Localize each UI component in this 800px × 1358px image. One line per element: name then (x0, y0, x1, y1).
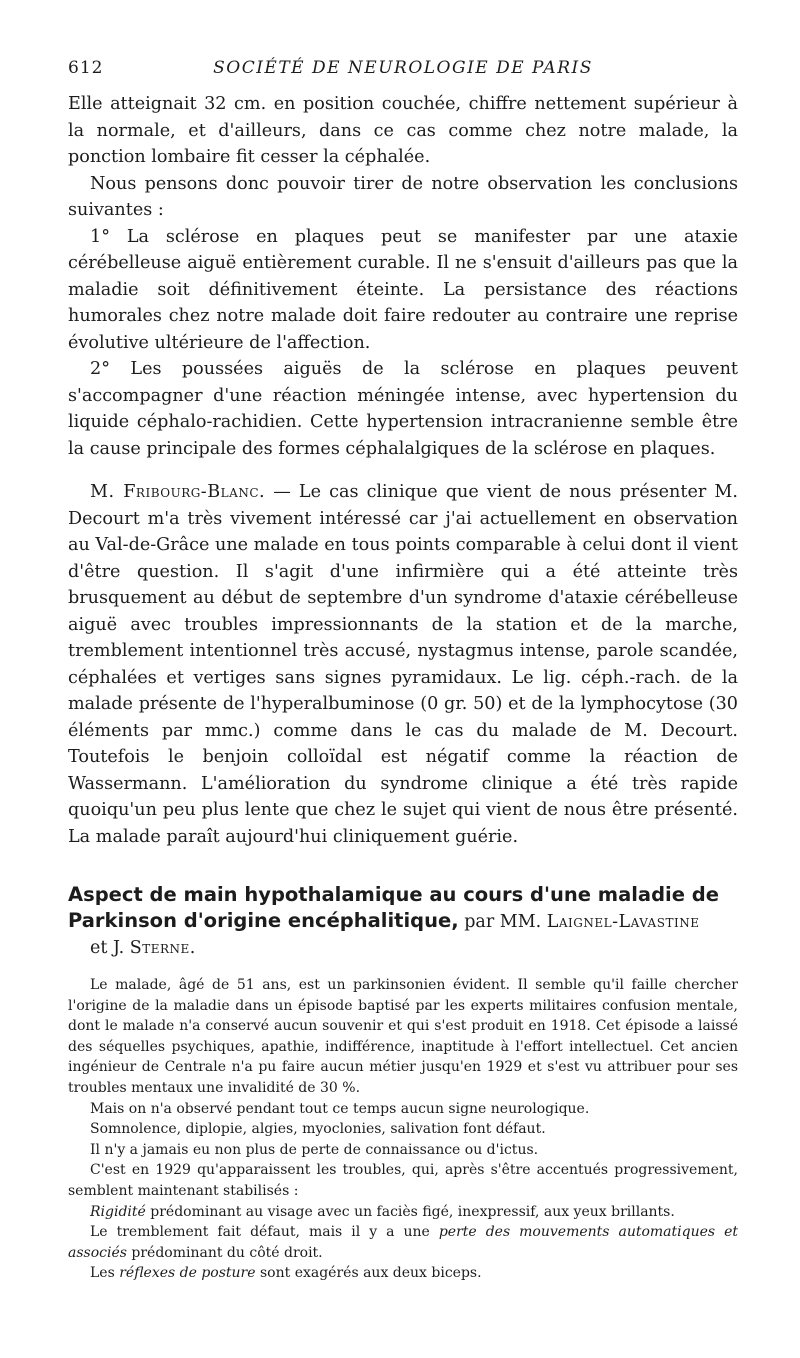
case-text: Le tremblement fait défaut, mais il y a une (90, 1224, 439, 1241)
article-title-text: Aspect de main hypothalamique au cours d'une maladie de Parkinson d'origine encéphalitique, (68, 883, 719, 932)
author-name: Laignel-Lavastine (546, 912, 700, 932)
emphasis: perte des mouvements automatiques et associés (68, 1224, 738, 1261)
article-by: par MM. (458, 912, 547, 932)
authors-line (68, 935, 738, 961)
discussion-paragraph (68, 479, 738, 850)
speaker-name: M. Fribourg-Blanc. (90, 482, 266, 502)
body-text (68, 91, 738, 1284)
case-text: sont exagérés aux deux biceps. (255, 1265, 482, 1282)
paragraph: Nous pensons donc pouvoir tirer de notre observation les conclusions suivantes : (68, 173, 738, 220)
case-text: prédominant au visage avec un faciès figé, inexpressif, aux yeux brillants. (145, 1203, 675, 1220)
case-paragraph: Mais on n'a observé pendant tout ce temps aucun signe neurologique. (90, 1100, 590, 1117)
case-paragraph: Il n'y a jamais eu non plus de perte de connaissance ou d'ictus. (90, 1141, 539, 1158)
case-report (68, 975, 738, 1284)
case-text: prédominant du côté droit. (126, 1244, 323, 1261)
page-header (68, 58, 738, 82)
discussion-text: — Le cas clinique que vient de nous présenter M. Decourt m'a très vivement intéressé car j'ai actuellement en observation au Val-de-Grâce une malade en tous points comparable à celui dont il vient d'être question. Il s'agit d'une infirmière qui a été atteinte très brusquement au début de septembre d'un syndrome d'ataxie cérébelleuse aiguë avec troubles impressionnants de la station et de la marche, tremblement intentionnel très accusé, nystagmus intense, parole scandée, céphalées et vertiges sans signes pyramidaux. Le lig. céph.-rach. de la malade présente de l'hyperalbuminose (0 gr. 50) et de la lymphocytose (30 éléments par mmc.) comme dans le cas du malade de M. Decourt. Toutefois le benjoin colloïdal est négatif comme la réaction de Wassermann. L'amélioration du syndrome clinique a été très rapide quoiqu'un peu plus lente que chez le sujet qui vient de nous être présenté. La malade paraît aujourd'hui cliniquement guérie. (68, 482, 738, 847)
paragraph: Elle atteignait 32 cm. en position couchée, chiffre nettement supérieur à la normale, et d'ailleurs, dans ce cas comme chez notre malade, la ponction lombaire fit cesser la céphalée. (68, 94, 738, 167)
case-paragraph (68, 1222, 738, 1263)
spacer (68, 462, 738, 479)
running-title: SOCIÉTÉ DE NEUROLOGIE DE PARIS (213, 58, 593, 78)
article-title (68, 882, 738, 935)
case-paragraph (68, 1263, 738, 1284)
case-paragraph: Le malade, âgé de 51 ans, est un parkinsonien évident. Il semble qu'il faille chercher l'origine de la maladie dans un épisode baptisé par les experts militaires confusion mentale, dont le malade n'a conservé aucun souvenir et qui s'est produit en 1918. Cet épisode a laissé des séquelles psychiques, apathie, indifférence, inaptitude à l'effort intellectuel. Cet ancien ingénieur de Centrale n'a pu faire aucun métier jusqu'en 1929 et s'est vu attribuer pour ses troubles mentaux une invalidité de 30 %. (68, 977, 738, 1096)
case-paragraph: Somnolence, diplopie, algies, myoclonies, salivation font défaut. (90, 1121, 546, 1138)
author-name: Sterne. (129, 938, 196, 958)
page-number: 612 (68, 58, 104, 78)
emphasis: Rigidité (90, 1203, 146, 1220)
conclusion-1: 1° La sclérose en plaques peut se manifester par une ataxie cérébelleuse aiguë entièrement curable. Il ne s'ensuit d'ailleurs pas que la maladie soit définitivement éteinte. La persistance des réactions humorales chez notre malade doit faire redouter au contraire une reprise évolutive ultérieure de l'affection. (68, 226, 738, 353)
article-and: et J. (90, 938, 130, 958)
case-text: Les (90, 1265, 120, 1282)
case-paragraph: C'est en 1929 qu'apparaissent les troubles, qui, après s'être accentués progressivement, semblent maintenant stabilisés : (68, 1162, 738, 1199)
case-paragraph (68, 1202, 738, 1223)
spacer (68, 850, 738, 882)
conclusion-2: 2° Les poussées aiguës de la sclérose en plaques peuvent s'accompagner d'une réaction méningée intense, avec hypertension du liquide céphalo-rachidien. Cette hypertension intracranienne semble être la cause principale des formes céphalalgiques de la sclérose en plaques. (68, 359, 738, 459)
emphasis: réflexes de posture (119, 1265, 256, 1282)
